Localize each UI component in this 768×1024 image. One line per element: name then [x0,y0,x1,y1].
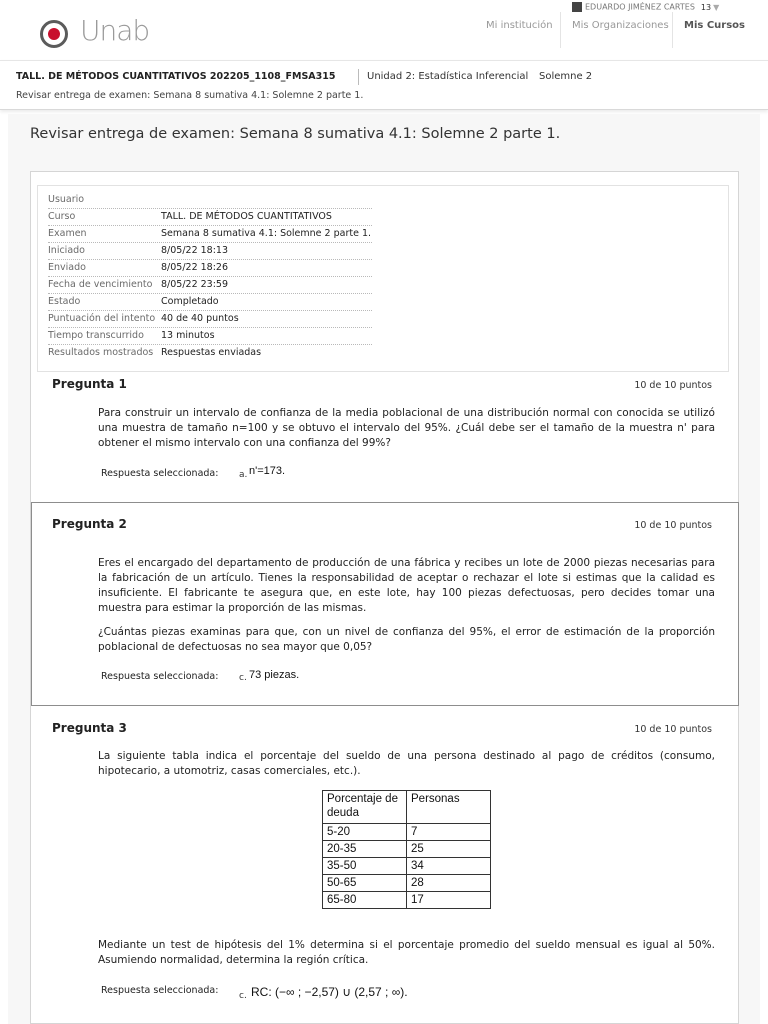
question-2-response-value: 73 piezas. [249,669,300,681]
course-breadcrumb-bar [0,60,768,110]
table-cell: 5-20 [323,824,407,841]
breadcrumb-current: Revisar entrega de examen: Semana 8 sumativa 4.1: Solemne 2 parte 1. [16,90,364,101]
question-3-response-letter: c. [239,991,247,1001]
question-3-points: 10 de 10 puntos [634,724,712,735]
info-row-tiempo: Tiempo transcurrido 13 minutos [48,328,372,345]
nav-divider [672,12,673,48]
table-cell: 50-65 [323,875,407,892]
question-3-text-2: Mediante un test de hipótesis del 1% determina si el porcentaje promedio del sueldo mensual es igual al 50%. Asumiendo normalidad, determina la región crítica. [98,939,715,966]
question-3-response-value: RC: (−∞ ; −2,57) ∪ (2,57 ; ∞). [251,985,408,999]
info-row-vencimiento: Fecha de vencimiento 8/05/22 23:59 [48,277,372,294]
question-2-text-2: ¿Cuántas piezas examinas para que, con un nivel de confianza del 95%, el error de estimación de la proporción poblacional de defectuosas no sea mayor que 0,05? [98,626,715,653]
user-name[interactable]: EDUARDO JIMÉNEZ CARTES [585,2,695,12]
table-row [323,824,491,841]
table-row [323,892,491,909]
chevron-down-icon[interactable]: ▼ [713,2,720,12]
notification-badge[interactable]: 13 [700,2,712,12]
question-3-title: Pregunta 3 [52,721,127,735]
question-2-points: 10 de 10 puntos [634,520,712,531]
question-1-text: Para construir un intervalo de confianza de la media poblacional de una distribución normal con conocida se utilizó una muestra de tamaño n=100 y se obtuvo el intervalo del 95%. ¿Cuál debe ser el tamaño de la muestra n' para obtener el mismo intervalo con una confianza del 99%? [98,407,715,449]
table-cell: 17 [407,892,491,909]
top-header [0,0,768,60]
question-1-response-label: Respuesta seleccionada: [101,468,219,479]
table-cell: 20-35 [323,841,407,858]
table-header-cell: Personas [407,791,491,824]
nav-mi-institucion[interactable]: Mi institución [486,20,553,31]
info-row-usuario: Usuario [48,192,372,209]
question-3-text-1: La siguiente tabla indica el porcentaje del sueldo de una persona destinado al pago de créditos (consumo, hipotecario, a utomotriz, casas comerciales, etc.). [98,750,715,777]
info-row-puntuacion: Puntuación del intento 40 de 40 puntos [48,311,372,328]
table-cell: 35-50 [323,858,407,875]
question-2-text-1: Eres el encargado del departamento de producción de una fábrica y recibes un lote de 2000 piezas necesarias para la fabricación de un artículo. Tienes la responsabilidad de aceptar o rechazar el lote si estimas que la calidad es insuficiente. El fabricante te asegura que, en este lote, hay 100 piezas defectuosas, pero decides tomar una muestra para estimar la proporción de las mismas. [98,557,715,614]
avatar [572,2,582,12]
table-row [323,841,491,858]
logo-text[interactable]: Unab [80,14,150,47]
info-row-enviado: Enviado 8/05/22 18:26 [48,260,372,277]
breadcrumb-divider [358,69,359,85]
table-cell: 34 [407,858,491,875]
page-title: Revisar entrega de examen: Semana 8 sumativa 4.1: Solemne 2 parte 1. [30,126,561,142]
course-link[interactable]: TALL. DE MÉTODOS CUANTITATIVOS 202205_1108_FMSA315 [16,71,336,82]
question-1-points: 10 de 10 puntos [634,380,712,391]
info-row-iniciado: Iniciado 8/05/22 18:13 [48,243,372,260]
table-header-row [323,791,491,824]
info-row-curso: Curso TALL. DE MÉTODOS CUANTITATIVOS [48,209,372,226]
table-cell: 65-80 [323,892,407,909]
breadcrumb-solemne[interactable]: Solemne 2 [539,71,593,82]
table-cell: 25 [407,841,491,858]
question-1-response-letter: a. [239,470,248,480]
breadcrumb-unidad[interactable]: Unidad 2: Estadística Inferencial [367,71,529,82]
info-row-estado: Estado Completado [48,294,372,311]
nav-divider [560,12,561,48]
unab-logo-icon[interactable] [40,20,68,48]
question-2-response-label: Respuesta seleccionada: [101,671,219,682]
table-row [323,858,491,875]
nav-mis-cursos[interactable]: Mis Cursos [684,20,745,31]
question-1-response-value: n'=173. [249,465,286,477]
info-row-examen: Examen Semana 8 sumativa 4.1: Solemne 2 parte 1. [48,226,372,243]
table-header-cell: Porcentaje de deuda [323,791,407,824]
nav-mis-organizaciones[interactable]: Mis Organizaciones [572,20,669,31]
table-cell: 7 [407,824,491,841]
question-2-response-letter: c. [239,673,247,683]
table-row [323,875,491,892]
question-3-response-label: Respuesta seleccionada: [101,985,219,996]
question-2-title: Pregunta 2 [52,517,127,531]
info-row-resultados: Resultados mostrados Respuestas enviadas [48,347,262,358]
question-1-title: Pregunta 1 [52,377,127,391]
debt-table [322,790,491,909]
table-cell: 28 [407,875,491,892]
user-menu[interactable] [572,2,719,12]
